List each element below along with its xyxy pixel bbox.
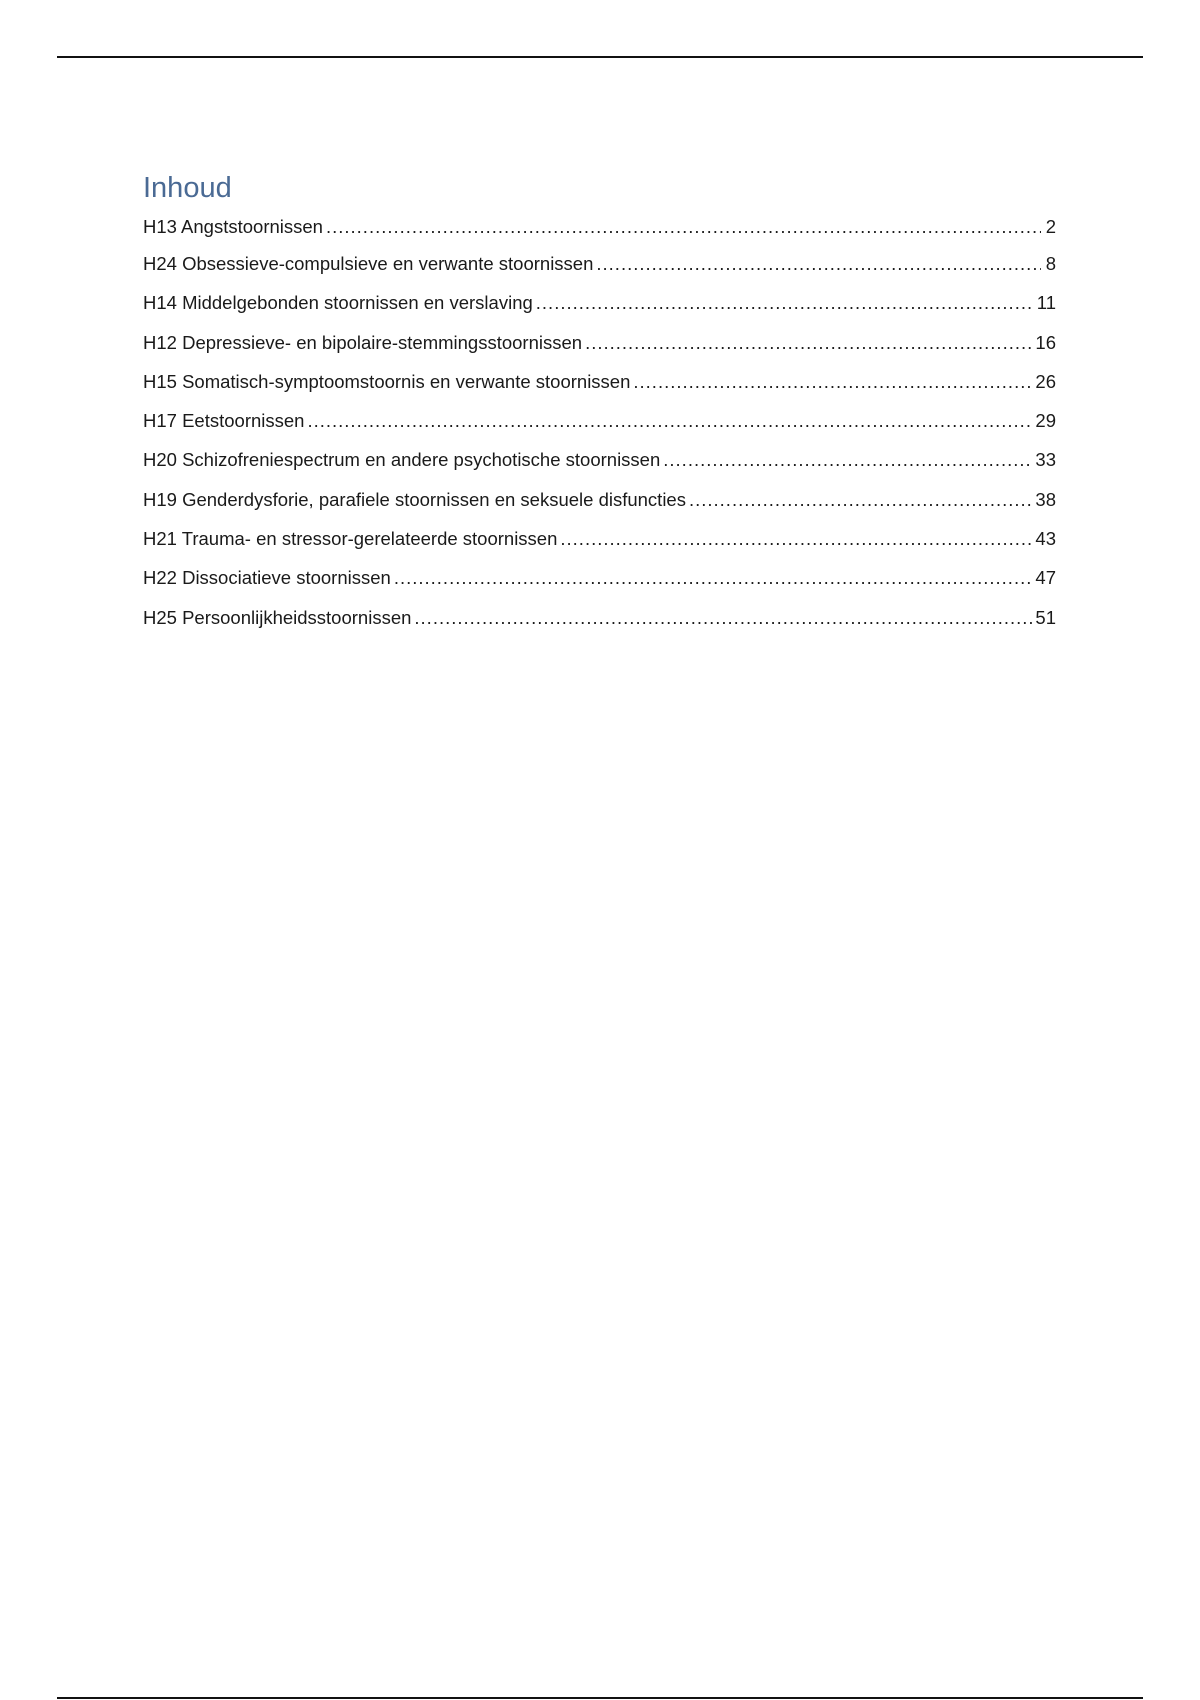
- toc-entry-label: H15 Somatisch-symptoomstoornis en verwante stoornissen: [143, 370, 631, 392]
- toc-entry-label: H22 Dissociatieve stoornissen: [143, 567, 391, 589]
- toc-entry-page: 29: [1035, 410, 1056, 432]
- toc-entry-page: 8: [1045, 253, 1056, 274]
- toc-entry-label: H13 Angststoornissen: [143, 216, 323, 237]
- toc-dot-leader: [326, 216, 1041, 238]
- toc-entry[interactable]: [143, 607, 1056, 646]
- toc-dot-leader: [585, 332, 1032, 354]
- toc-entry[interactable]: [143, 410, 1056, 449]
- toc-entry[interactable]: [143, 489, 1056, 528]
- toc-dot-leader: [536, 292, 1034, 314]
- toc-entry[interactable]: [143, 292, 1056, 331]
- toc-entry[interactable]: [143, 528, 1056, 567]
- toc-entry-label: H25 Persoonlijkheidsstoornissen: [143, 606, 412, 628]
- toc-dot-leader: [633, 371, 1032, 393]
- toc-entry-page: 51: [1035, 606, 1056, 628]
- toc-entry-page: 33: [1035, 449, 1056, 471]
- toc-entry-label: H21 Trauma- en stressor-gerelateerde stoornissen: [143, 528, 558, 550]
- toc-entry[interactable]: [143, 449, 1056, 488]
- toc-entry-page: 2: [1045, 216, 1056, 237]
- toc-entry-page: 16: [1035, 331, 1056, 353]
- toc-dot-leader: [394, 567, 1033, 589]
- toc-entry-label: H17 Eetstoornissen: [143, 410, 305, 432]
- toc-title: Inhoud: [143, 172, 232, 204]
- toc-entry-page: 43: [1035, 528, 1056, 550]
- toc-list: [143, 216, 1056, 646]
- toc-entry[interactable]: [143, 371, 1056, 410]
- toc-entry-page: 11: [1036, 292, 1056, 314]
- toc-entry-page: 38: [1035, 488, 1056, 510]
- toc-dot-leader: [307, 410, 1032, 432]
- toc-entry-label: H19 Genderdysforie, parafiele stoornissen en seksuele disfuncties: [143, 488, 686, 510]
- toc-entry-page: 47: [1035, 567, 1056, 589]
- header-rule: [57, 56, 1143, 58]
- toc-dot-leader: [689, 489, 1032, 511]
- toc-entry[interactable]: [143, 253, 1056, 292]
- toc-dot-leader: [663, 449, 1032, 471]
- toc-dot-leader: [596, 253, 1041, 275]
- toc-entry[interactable]: [143, 567, 1056, 606]
- footer-rule: [57, 1697, 1143, 1699]
- toc-entry-page: 26: [1035, 370, 1056, 392]
- toc-dot-leader: [414, 607, 1032, 629]
- toc-entry-label: H12 Depressieve- en bipolaire-stemmingsstoornissen: [143, 331, 583, 353]
- toc-entry[interactable]: [143, 216, 1056, 253]
- table-of-contents: [143, 168, 1056, 646]
- toc-entry-label: H20 Schizofreniespectrum en andere psychotische stoornissen: [143, 449, 661, 471]
- toc-entry-label: H24 Obsessieve-compulsieve en verwante stoornissen: [143, 253, 594, 274]
- toc-entry-label: H14 Middelgebonden stoornissen en verslaving: [143, 292, 533, 314]
- toc-dot-leader: [560, 528, 1032, 550]
- toc-entry[interactable]: [143, 332, 1056, 371]
